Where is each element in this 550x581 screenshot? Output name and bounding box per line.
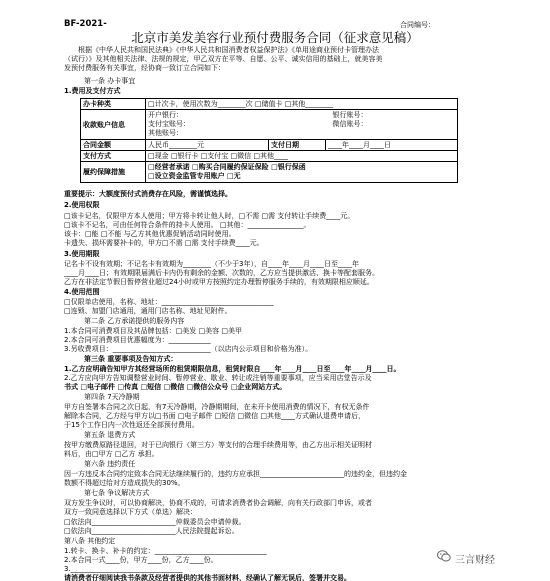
body-line: 第四条 7天冷静期 (84, 393, 140, 401)
watermark: 三言财经 (455, 555, 495, 566)
body-line: 该卡：□能 □不能 与乙方其他优惠促销活动同时使用。 (64, 230, 236, 238)
alipay-label: 支付宝账号： (148, 120, 190, 128)
card-type-options: □计次卡，使用次数为________次 □储值卡 □其他________ (146, 99, 458, 110)
body-line: 2.使用权限 (64, 201, 100, 209)
body-line: 第八条 其他约定 (64, 537, 116, 545)
intro-line-1: 根据《中华人民共和国民法典》《中华人民共和国消费者权益保护法》《单用途商业预付卡管理办法 (78, 46, 379, 54)
account-info-label: 收款账户信息 (81, 110, 146, 140)
body-line: 按甲方缴费原路径退回，对于已向银行（第三方）等支付的合理手续费用等，由乙方出示相关证明材 (64, 441, 372, 449)
section-1-1-title: 1.费用及支付方式 (64, 87, 121, 95)
body-line: 3.另收费项目：____________________________（以店内公示项目和价格为准）。 (64, 345, 313, 353)
body-line: 双方一致同意选择以下方式（单选）解决： (64, 508, 197, 516)
payment-table (80, 98, 458, 183)
body-line: 料后，由□甲方 □乙方 承担。 (64, 450, 159, 458)
card-type-label: 办卡种类 (81, 99, 146, 110)
contract-number-label: 合同编号： (400, 21, 435, 29)
intro-line-3: 发预付费服务有关事宜，经协商一致订立合同如下： (64, 64, 225, 72)
body-line: 记名卡不设有效期；不记名卡有效期为________（不少于3年），自____年____月____日至____年 (64, 260, 359, 268)
body-line: 甲方自签署本合同之次日起，有7天冷静期，冷静期期间，在未开卡使用消费的情况下，有权无条件 (64, 403, 370, 411)
body-line: □该卡不记名，可由任何符合条件的持卡人使用。 □其他：________________。 (64, 221, 311, 229)
body-line: 于15个工作日内一次性返还全部预付费用。 (64, 421, 199, 429)
body-line: □依法向________________________人民法院提起诉讼。 (64, 527, 239, 535)
body-line: 第五条 退费方式 (84, 431, 136, 439)
guarantee-row-2: □设立资金监管专用账户 □无 (148, 172, 241, 180)
body-line: 第三条 重要事项及告知方式： (84, 355, 178, 363)
body-line: 重要提示：大额度预付式消费存在风险，需谨慎选择。 (64, 190, 232, 198)
pay-date-value: ____年____月____日 (326, 140, 458, 151)
payment-method-options: □现金 □银行卡 □支付宝 □微信 □其他____ (146, 151, 458, 162)
body-line: 第二条 乙方承诺提供的服务内容 (84, 317, 185, 325)
body-line: □连锁、加盟门店通用，通用门店名称、地址见附件。 (64, 307, 232, 315)
body-line: 第七条 争议解决方式 (84, 489, 150, 497)
body-line: 1.转卡、换卡、补卡的约定：________________________________ (64, 547, 267, 555)
body-line: □仅限单店使用，名称、地址：________________________________ (64, 298, 274, 306)
body-line: 2.乙方应向甲方告知调整营业时间、暂停营业、歇业、转让或注销等重要事项，应当采用店堂告示及 (64, 374, 372, 382)
body-line: 请消费者仔细阅读我书条款及经营者提供的其他书面材料，经确认了解无误后，签署并交易。 (64, 574, 351, 581)
amount-value: 人民币________元 (146, 140, 269, 151)
body-line: 4.使用范围 (64, 288, 100, 296)
wechat-label: 微信账号： (332, 120, 368, 128)
body-line: 卡遗失、损坏需要补卡的，甲方□不需 □需 支付手续费____元。 (64, 239, 264, 247)
doc-code: BF-2021- (64, 19, 107, 29)
bank-account-label: 银行账号： (332, 111, 368, 119)
account-info-cell (146, 110, 458, 140)
amount-label: 合同金额 (81, 140, 146, 151)
body-line: 第六条 违约责任 (84, 460, 136, 468)
body-line: 解除本合同，乙方经与甲方以□书面 □电子邮件 □短信 □微信 □其他____方式确认退费申请后， (64, 412, 365, 420)
body-line: 数额不得超过给对方造成损失的30%。 (64, 479, 185, 487)
body-line: ____月____日；有效期限届满后卡内仍有剩余的金额、次数的，乙方应当提供激活、换卡等配套服务。 (64, 269, 379, 277)
body-line: 1.乙方应明确告知甲方其经营场所的租赁期限信息，租赁时限自____年____月____日至____年____月____日。 (64, 365, 401, 373)
body-line: 1.本合同可消费项目及其品牌包括：□美发 □美容 □美甲 (64, 327, 242, 335)
body-line: 2.本合同可消费项目优惠幅度为：____________ (64, 336, 211, 344)
body-line: 书式 □电子邮件 □传真 □短信 □微信 □微信公众号 □企业网站方式。 (64, 383, 287, 391)
payment-method-label: 支付方式 (81, 151, 146, 162)
page-title: 北京市美发美容行业预付费服务合同（征求意见稿） (131, 30, 419, 45)
section-1-title: 第一条 办卡事宜 (84, 77, 136, 85)
bank-label: 开户银行： (148, 111, 183, 119)
body-line: 2.本合同一式____份，甲方____份，乙方____份。 (64, 556, 218, 564)
wechat-logo-icon (437, 549, 451, 563)
intro-line-2: （试行）》及其他相关法律、法规的规定，甲乙双方在平等、自愿、公平、诚实信用的基础上，就美容美 (64, 55, 383, 63)
other-account-label: 其他账号： (148, 129, 183, 137)
body-line: □该卡记名，仅限甲方本人使用；甲方将卡转让他人时，□不需 □需 支付转让手续费____元。 (64, 212, 355, 220)
pay-date-label: 支付日期 (269, 140, 326, 151)
body-line: 乙方在非法定节假日暂停营业超过24小时或甲方按照约定办理暂停服务手续的，有效期限相应顺延。 (64, 278, 374, 286)
guarantee-options (146, 162, 458, 183)
guarantee-row-1: □经营者承诺 □购买合同履约保证保险 □银行保函 (148, 163, 306, 171)
body-line: 3.________________________________ (64, 565, 183, 573)
guarantee-label: 履约保障措施 (81, 162, 146, 183)
body-line: □依法向________________________仲裁委员会申请仲裁。 (64, 518, 246, 526)
body-line: 因一方违反本合同约定致本合同无法继续履行的，违约方应承担________________________的违约金，但违约金 (64, 470, 407, 478)
body-line: 双方发生争议时，可以协商解决，协商不成的，可请求消费者协会调解，向有关行政部门申诉，或者 (64, 499, 372, 507)
body-line: 3.使用期限 (64, 250, 100, 258)
